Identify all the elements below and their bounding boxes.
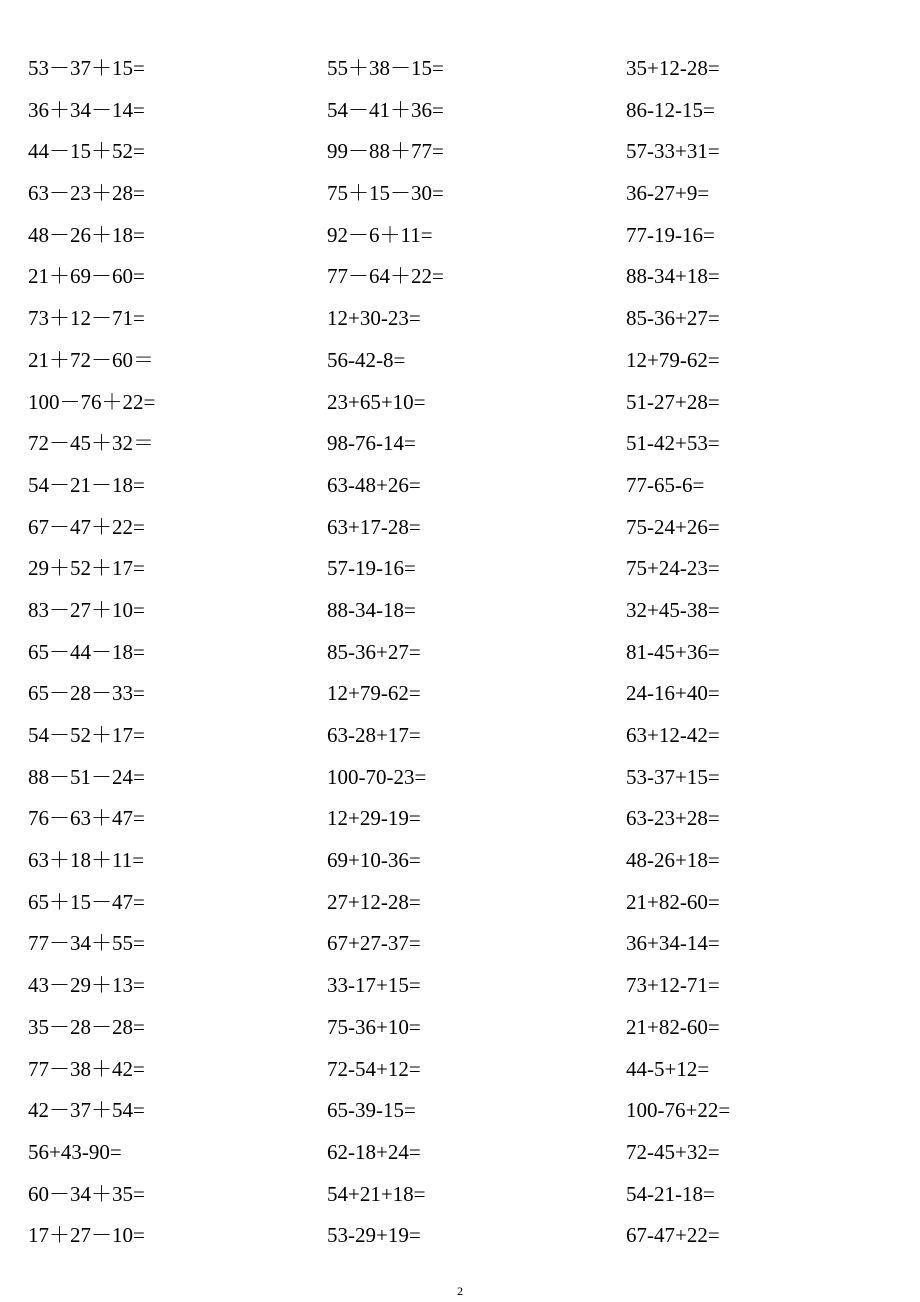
math-problem: 76－63＋47= xyxy=(28,806,145,831)
math-problem: 23+65+10= xyxy=(327,389,426,414)
math-problem: 32+45-38= xyxy=(626,597,720,622)
math-problem: 51-27+28= xyxy=(626,389,720,414)
math-problem: 53－37＋15= xyxy=(28,56,145,80)
math-problem: 63+17-28= xyxy=(327,514,421,539)
math-problem: 98-76-14= xyxy=(327,431,416,456)
math-problem: 100-76+22= xyxy=(626,1098,731,1123)
math-problem: 17＋27－10= xyxy=(28,1223,145,1248)
math-problem: 85-36+27= xyxy=(327,639,421,664)
math-problem: 55＋38－15= xyxy=(327,56,444,80)
math-problem: 63-23+28= xyxy=(626,806,720,831)
math-problem: 67－47＋22= xyxy=(28,514,145,539)
math-problem: 54－41＋36= xyxy=(327,97,444,122)
math-problem: 75＋15－30= xyxy=(327,181,444,206)
math-problem: 81-45+36= xyxy=(626,639,720,664)
math-problem: 92－6＋11= xyxy=(327,222,433,247)
math-problem: 21＋69－60= xyxy=(28,264,145,289)
math-problem: 48-26+18= xyxy=(626,848,720,873)
math-problem: 51-42+53= xyxy=(626,431,720,456)
math-problem: 77-19-16= xyxy=(626,222,715,247)
math-problem: 67+27-37= xyxy=(327,931,421,956)
math-problem: 42－37＋54= xyxy=(28,1098,145,1123)
math-problem: 88-34+18= xyxy=(626,264,720,289)
problem-column-3 xyxy=(626,48,916,1257)
math-problem: 99－88＋77= xyxy=(327,139,444,164)
math-problem: 75-24+26= xyxy=(626,514,720,539)
math-problem: 12+79-62= xyxy=(626,347,720,372)
math-problem: 21+82-60= xyxy=(626,1014,720,1039)
math-problem: 12+29-19= xyxy=(327,806,421,831)
math-problem: 88－51－24= xyxy=(28,764,145,789)
math-problem: 54+21+18= xyxy=(327,1181,426,1206)
math-problem: 65－28－33= xyxy=(28,681,145,706)
math-problem: 72-45+32= xyxy=(626,1139,720,1164)
math-problem: 83－27＋10= xyxy=(28,597,145,622)
math-problem: 57-33+31= xyxy=(626,139,720,164)
problem-column-1 xyxy=(28,48,318,1257)
math-problem: 43－29＋13= xyxy=(28,973,145,998)
math-problem: 12+30-23= xyxy=(327,306,421,331)
math-problem: 63-48+26= xyxy=(327,472,421,497)
math-problem: 36-27+9= xyxy=(626,181,710,206)
math-problem: 54-21-18= xyxy=(626,1181,715,1206)
math-problem: 63-28+17= xyxy=(327,723,421,747)
math-problem: 35+12-28= xyxy=(626,56,720,80)
math-problem: 21+82-60= xyxy=(626,889,720,914)
math-problem: 73＋12－71= xyxy=(28,306,145,331)
math-problem: 65－44－18= xyxy=(28,639,145,664)
math-problem: 72-54+12= xyxy=(327,1056,421,1081)
math-problem: 72－45＋32＝ xyxy=(28,431,154,456)
math-problem: 62-18+24= xyxy=(327,1139,421,1164)
math-problem: 100－76＋22= xyxy=(28,389,156,414)
math-problem: 73+12-71= xyxy=(626,973,720,998)
math-problem: 63+12-42= xyxy=(626,723,720,747)
math-problem: 56-42-8= xyxy=(327,347,406,372)
math-problem: 36＋34－14= xyxy=(28,97,145,122)
page-number: 2 xyxy=(457,1284,463,1298)
math-problem: 27+12-28= xyxy=(327,889,421,914)
math-problem: 75-36+10= xyxy=(327,1014,421,1039)
math-problem: 77－34＋55= xyxy=(28,931,145,956)
math-problem: 44-5+12= xyxy=(626,1056,710,1081)
math-problem: 29＋52＋17= xyxy=(28,556,145,581)
math-problem: 63＋18＋11= xyxy=(28,848,145,873)
math-problem: 44－15＋52= xyxy=(28,139,145,164)
math-problem: 56+43-90= xyxy=(28,1139,122,1164)
math-problem: 21＋72－60＝ xyxy=(28,347,154,372)
math-problem: 53-37+15= xyxy=(626,764,720,789)
math-problem: 69+10-36= xyxy=(327,848,421,873)
math-problem: 57-19-16= xyxy=(327,556,416,581)
math-problem: 88-34-18= xyxy=(327,597,416,622)
math-problem: 67-47+22= xyxy=(626,1223,720,1248)
math-problem: 63－23＋28= xyxy=(28,181,145,206)
math-problem: 65-39-15= xyxy=(327,1098,416,1123)
math-problem: 24-16+40= xyxy=(626,681,720,706)
math-problem: 54－52＋17= xyxy=(28,723,145,747)
math-problem: 77－64＋22= xyxy=(327,264,444,289)
math-problem: 48－26＋18= xyxy=(28,222,145,247)
math-problem: 33-17+15= xyxy=(327,973,421,998)
math-problem: 12+79-62= xyxy=(327,681,421,706)
math-problem: 36+34-14= xyxy=(626,931,720,956)
math-problem: 54－21－18= xyxy=(28,472,145,497)
math-problem: 53-29+19= xyxy=(327,1223,421,1248)
math-problem: 75+24-23= xyxy=(626,556,720,581)
math-problem: 65＋15－47= xyxy=(28,889,145,914)
problem-column-2 xyxy=(327,48,617,1257)
math-problem: 77－38＋42= xyxy=(28,1056,145,1081)
math-problem: 86-12-15= xyxy=(626,97,715,122)
math-problem: 77-65-6= xyxy=(626,472,705,497)
math-problem: 35－28－28= xyxy=(28,1014,145,1039)
math-problem: 85-36+27= xyxy=(626,306,720,331)
math-problem: 60－34＋35= xyxy=(28,1181,145,1206)
math-problem: 100-70-23= xyxy=(327,764,427,789)
